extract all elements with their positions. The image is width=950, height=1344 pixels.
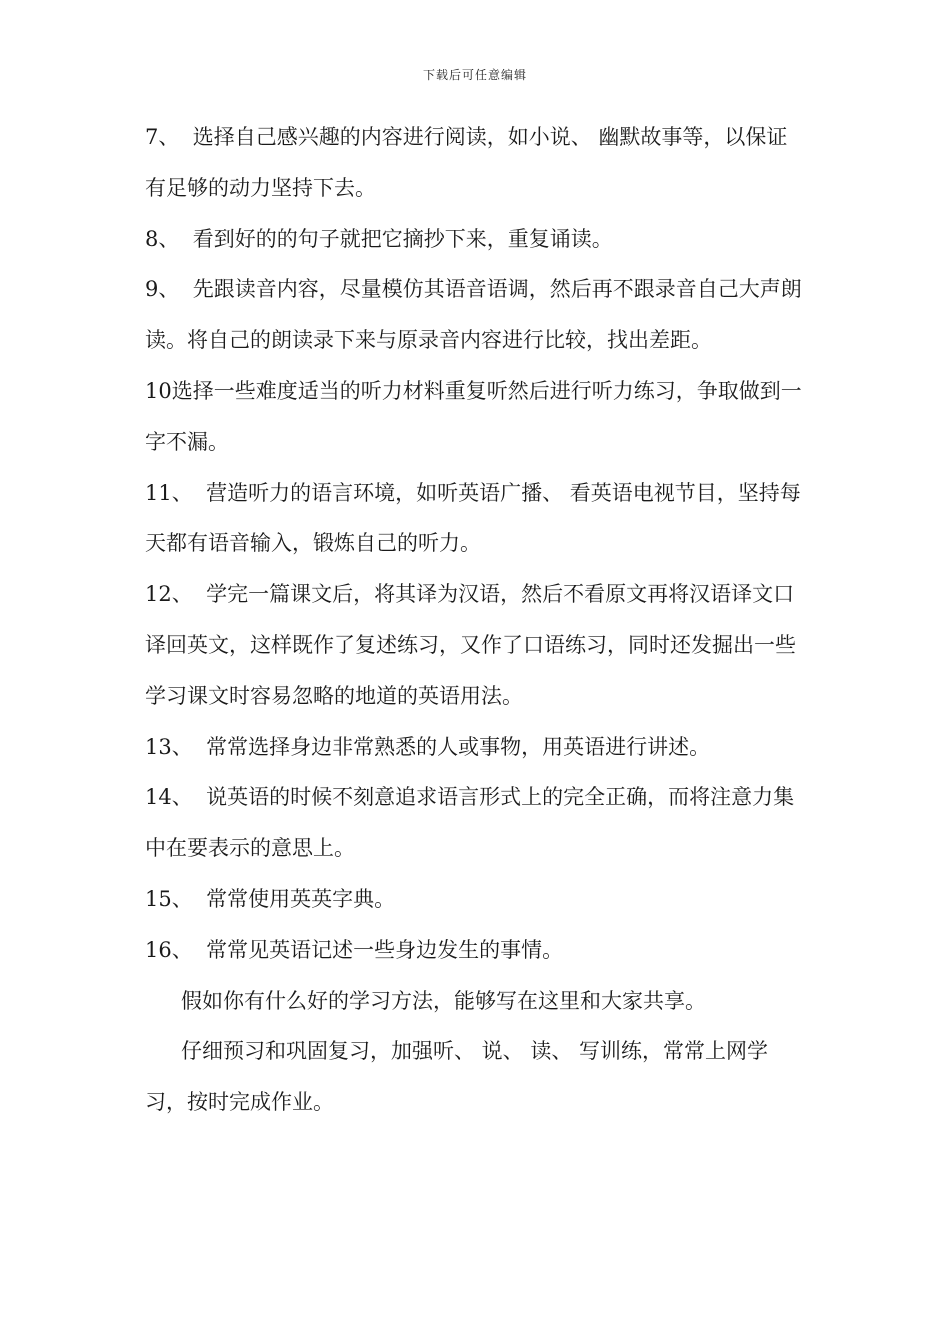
list-item-9 [145,264,805,366]
item-number: 15、 [145,886,193,911]
list-item-7 [145,112,805,214]
item-number: 14、 [145,785,193,810]
document-body [145,112,805,1128]
item-text: 常常使用英英字典。 [206,886,396,911]
list-item-11 [145,468,805,570]
item-number: 12、 [145,582,193,607]
item-number: 8、 [145,226,180,251]
closing-paragraph-1: 假如你有什么好的学习方法，能够写在这里和大家共享。 [181,988,706,1013]
list-item-12 [145,569,805,721]
list-item-16 [145,925,805,976]
list-item-15 [145,874,805,925]
item-text: 看到好的的句子就把它摘抄下来，重复诵读。 [192,226,613,251]
list-item-10 [145,366,805,468]
item-text: 学完一篇课文后，将其译为汉语，然后不看原文再将汉语译文口译回英文，这样既作了复述练习，又作了口语练习，同时还发掘出一些学习课文时容易忽略的地道的英语用法。 [145,582,796,708]
item-text: 先跟读音内容，尽量模仿其语音语调，然后再不跟录音自己大声朗读。将自己的朗读录下来与原录音内容进行比较，找出差距。 [145,277,802,353]
item-text: 选择一些难度适当的听力材料重复听然后进行听力练习，争取做到一字不漏。 [145,378,802,454]
list-item-14 [145,772,805,874]
closing-paragraph-2: 仔细预习和巩固复习，加强听、 说、 读、 写训练，常常上网学习，按时完成作业。 [145,1039,769,1115]
item-number: 9、 [145,277,180,302]
item-text: 说英语的时候不刻意追求语言形式上的完全正确，而将注意力集中在要表示的意思上。 [145,785,795,861]
page-header: 下载后可任意编辑 [422,68,527,82]
item-number: 7、 [145,125,180,149]
item-text: 选择自己感兴趣的内容进行阅读，如小说、 幽默故事等，以保证有足够的动力坚持下去。 [145,125,788,200]
item-number: 16、 [145,937,193,962]
item-number: 13、 [145,734,193,759]
item-text: 常常选择身边非常熟悉的人或事物，用英语进行讲述。 [206,734,711,759]
list-item-13 [145,722,805,773]
list-item-8 [145,214,805,265]
item-number: 11、 [145,480,193,505]
item-text: 常常见英语记述一些身边发生的事情。 [206,937,564,962]
item-number: 10 [145,378,172,403]
item-text: 营造听力的语言环境，如听英语广播、 看英语电视节目，坚持每天都有语音输入，锻炼自己的听力。 [145,480,801,556]
